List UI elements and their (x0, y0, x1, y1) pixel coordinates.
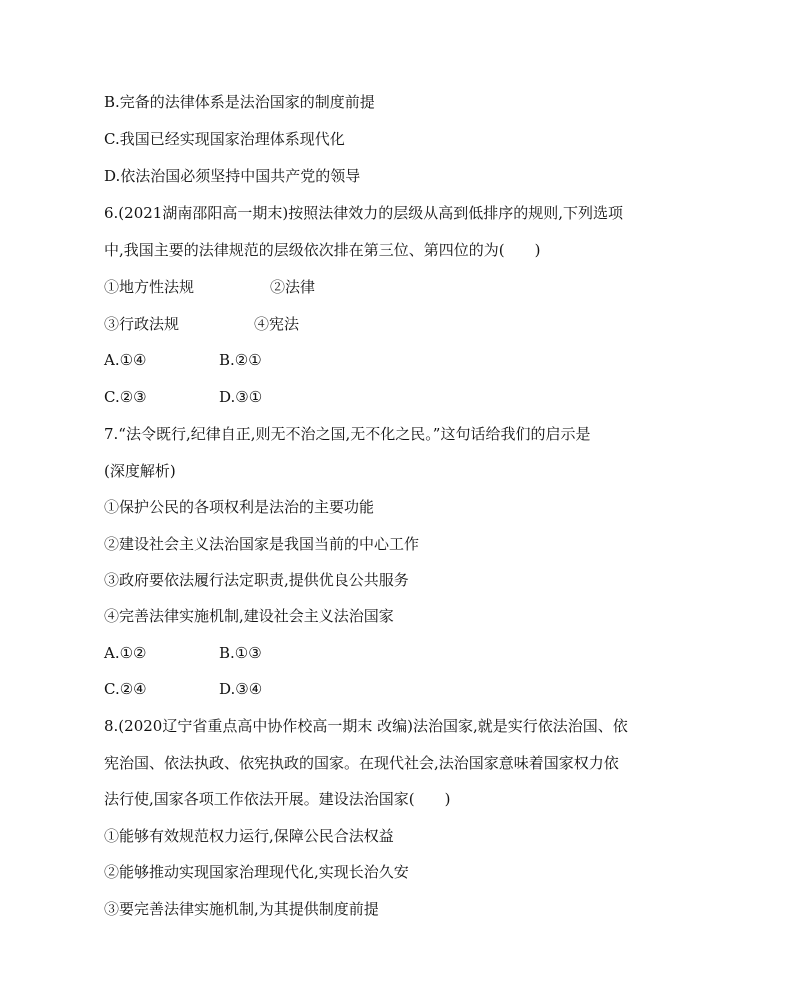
question-7-item-3: ③政府要依法履行法定职责,提供优良公共服务 (104, 571, 409, 589)
question-6-item-4: ④宪法 (254, 315, 300, 333)
question-7-choice-a: A.①② (104, 644, 147, 662)
question-6-items-row-2 (104, 314, 300, 334)
question-7-item-4: ④完善法律实施机制,建设社会主义法治国家 (104, 607, 394, 625)
question-8-item-3: ③要完善法律实施机制,为其提供制度前提 (104, 900, 379, 918)
question-6-choice-c: C.②③ (104, 388, 147, 406)
question-6-choice-d: D.③① (219, 388, 263, 406)
question-6-item-3: ③行政法规 (104, 315, 180, 333)
question-7-choices-row-2 (104, 679, 263, 699)
question-8-stem-line-1: 8.(2020辽宁省重点高中协作校高一期末 改编)法治国家,就是实行依法治国、依 (104, 717, 628, 735)
question-6-choice-b: B.②① (219, 351, 262, 369)
question-8-item-1: ①能够有效规范权力运行,保障公民合法权益 (104, 827, 394, 845)
question-7-stem-line-2: (深度解析) (104, 462, 176, 480)
question-6-choices-row-2 (104, 387, 263, 407)
question-7-choice-d: D.③④ (219, 680, 263, 698)
question-7-item-2: ②建设社会主义法治国家是我国当前的中心工作 (104, 535, 420, 553)
question-6-stem-line-1: 6.(2021湖南邵阳高一期末)按照法律效力的层级从高到低排序的规则,下列选项 (104, 204, 623, 222)
question-8-stem-line-2: 宪治国、依法执政、依宪执政的国家。在现代社会,法治国家意味着国家权力依 (104, 754, 619, 772)
question-6-choice-a: A.①④ (104, 351, 147, 369)
question-8-stem-line-3: 法行使,国家各项工作依法开展。建设法治国家( ) (104, 790, 451, 808)
option-b-line: B.完备的法律体系是法治国家的制度前提 (104, 93, 375, 111)
question-6-choices-row-1 (104, 350, 262, 370)
question-8-item-2: ②能够推动实现国家治理现代化,实现长治久安 (104, 863, 409, 881)
question-7-choice-c: C.②④ (104, 680, 147, 698)
question-6-stem-line-2: 中,我国主要的法律规范的层级依次排在第三位、第四位的为( ) (104, 241, 541, 259)
question-6-item-2: ②法律 (270, 278, 316, 296)
question-7-choice-b: B.①③ (219, 644, 262, 662)
question-7-choices-row-1 (104, 643, 262, 663)
question-6-item-1: ①地方性法规 (104, 278, 195, 296)
question-7-stem-line-1: 7.“法令既行,纪律自正,则无不治之国,无不化之民。”这句话给我们的启示是 (104, 425, 591, 443)
question-7-item-1: ①保护公民的各项权利是法治的主要功能 (104, 498, 375, 516)
option-c-line: C.我国已经实现国家治理体系现代化 (104, 130, 345, 148)
question-6-items-row-1 (104, 277, 316, 297)
option-d-line: D.依法治国必须坚持中国共产党的领导 (104, 167, 361, 185)
